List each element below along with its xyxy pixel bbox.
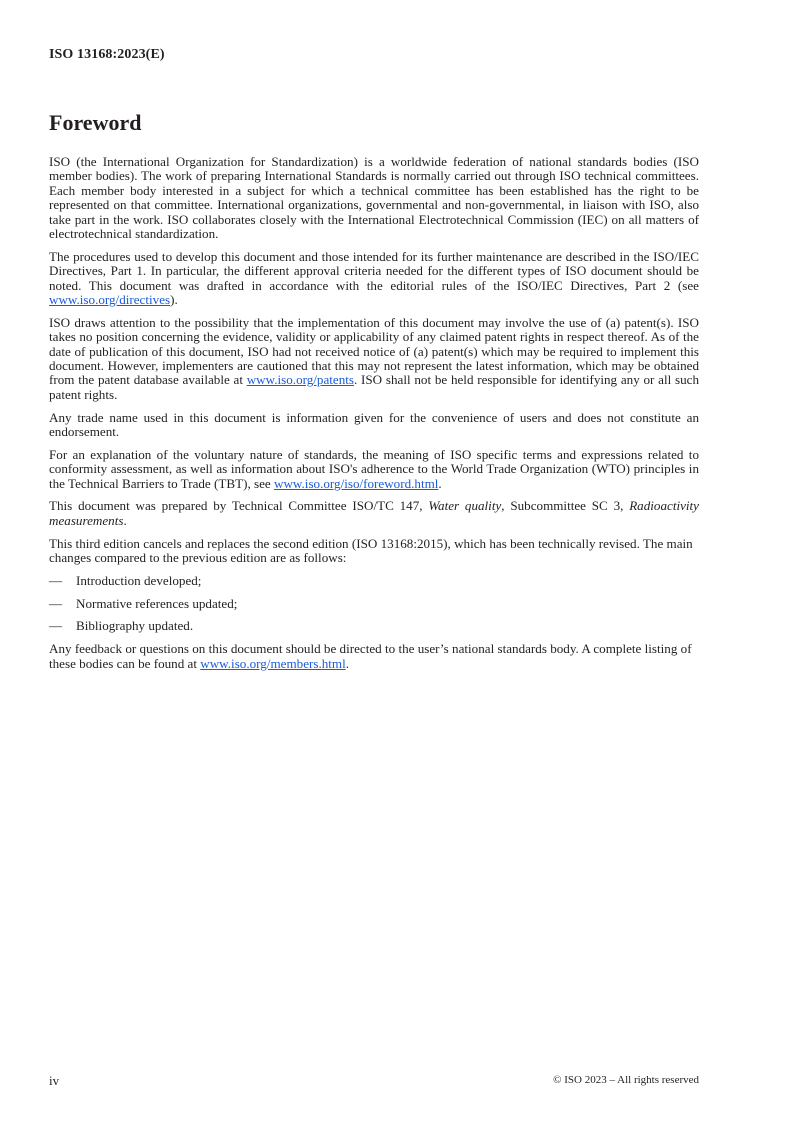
list-item-text: Bibliography updated. [76, 618, 194, 634]
foreword-link[interactable]: www.iso.org/iso/foreword.html [274, 475, 439, 491]
paragraph-procedures [49, 250, 699, 308]
list-item [49, 574, 699, 588]
paragraph-iso-intro: ISO (the International Organization for Standardization) is a worldwide federation of national standards bodies (ISO member bodies). The work of preparing International Standards is normally carried out through ISO technical committees. Each member body interested in a subject for which a technical committee has been established has the right to be represented on that committee. International organizations, governmental and non-governmental, in liaison with ISO, also take part in the work. ISO collaborates closely with the International Electrotechnical Commission (IEC) on all matters of electrotechnical standardization. [49, 154, 699, 242]
page-number: iv [49, 1073, 60, 1088]
paragraph-text: . ISO shall not be held responsible for identifying any or all such patent rights. [49, 372, 700, 402]
list-item-text: Normative references updated; [76, 595, 238, 611]
paragraph-text: . [438, 475, 442, 491]
paragraph-text: ). [170, 292, 178, 308]
dash-bullet: — [49, 572, 63, 588]
copyright-notice: © ISO 2023 – All rights reserved [553, 1074, 699, 1086]
paragraph-text: , Subcommittee SC 3, [501, 498, 630, 514]
paragraph-text: . [345, 655, 350, 671]
patents-link[interactable]: www.iso.org/patents [246, 372, 355, 388]
paragraph-trade-name: Any trade name used in this document is information given for the convenience of users and does not constitute an endorsement. [49, 409, 699, 440]
paragraph-edition: This third edition cancels and replaces the second edition (ISO 13168:2015), which has been technically revised. The main changes compared to the previous edition are as follows: [49, 535, 693, 566]
paragraph-text: The procedures used to develop this document and those intended for its further maintenance are described in the ISO/IEC Directives, Part 1. In particular, the different approval criteria needed for the different types of ISO document should be noted. This document was drafted in accordance with the editorial rules of the ISO/IEC Directives, Part 2 (see [49, 248, 699, 293]
list-item-text: Introduction developed; [76, 572, 202, 588]
document-id-header: ISO 13168:2023(E) [49, 47, 165, 62]
dash-bullet: — [49, 618, 63, 634]
subcommittee-title: Radioactivity measurements [49, 498, 699, 528]
list-item [49, 597, 699, 611]
paragraph-text: Any feedback or questions on this document should be directed to the user’s national standards body. A complete listing of these bodies can be found at [49, 641, 692, 671]
paragraph-text: This document was prepared by Technical Committee ISO/TC 147, [49, 498, 429, 514]
paragraph-voluntary-nature [49, 448, 699, 491]
list-item [49, 619, 699, 633]
dash-bullet: — [49, 595, 63, 611]
paragraph-text: ISO draws attention to the possibility that the implementation of this document may involve the use of (a) patent(s). ISO takes no position concerning the evidence, validity or applicability of any claimed patent rights in respect thereof. As of the date of publication of this document, ISO had not received notice of (a) patent(s) which may be required to implement this document. However, implementers are cautioned that this may not represent the latest information, which may be obtained from the patent database available at [49, 314, 699, 388]
foreword-body [49, 155, 699, 679]
committee-title: Water quality [428, 498, 502, 514]
paragraph-patents [49, 316, 699, 402]
paragraph-text: . [123, 512, 127, 528]
paragraph-prepared-by [49, 499, 699, 528]
directives-link[interactable]: www.iso.org/directives [49, 292, 171, 308]
paragraph-text: For an explanation of the voluntary nature of standards, the meaning of ISO specific terms and expressions related to conformity assessment, as well as information about ISO's adherence to the World Trade Organization (WTO) principles in the Technical Barriers to Trade (TBT), see [49, 446, 699, 491]
paragraph-feedback [49, 642, 699, 671]
members-link[interactable]: www.iso.org/members.html [200, 655, 346, 671]
page-title: Foreword [49, 110, 142, 135]
